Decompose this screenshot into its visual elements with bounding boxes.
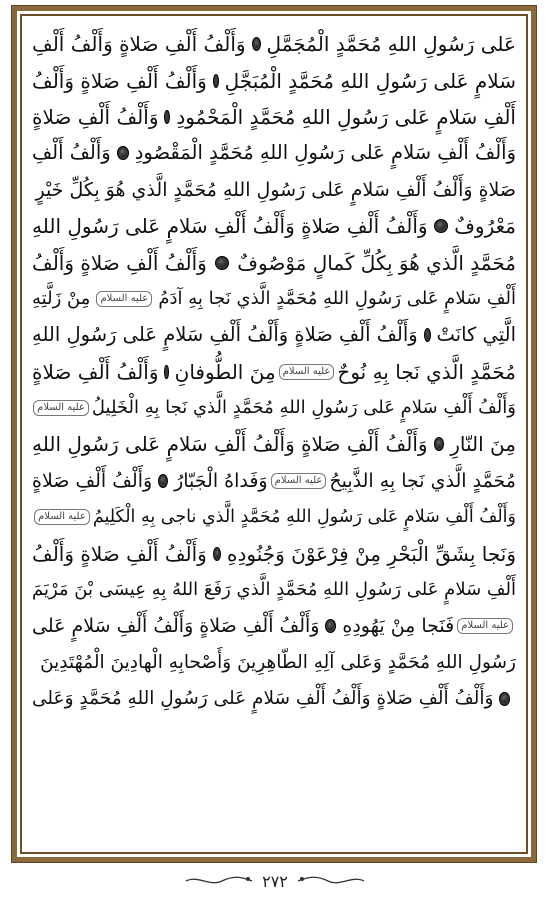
text-line bbox=[32, 572, 516, 608]
verse-separator-icon bbox=[434, 219, 448, 233]
text-segment: وَأَلْفُ أَلْفِ صَلاةٍ وَأَلْفُ أَلْفِ سَلامٍ عَلى رَسُولِ اللهِ bbox=[32, 432, 428, 457]
text-segment: أَلْفِ سَلامٍ عَلى رَسُولِ اللهِ مُحَمَّدٍ الَّذي نَجا بِهِ آدَمُ bbox=[158, 287, 516, 309]
text-segment: وَأَلْفُ أَلْفِ سَلامٍ عَلى رَسُولِ اللهِ مُحَمَّدٍ الَّذي نَجا بِهِ الْخَلِيلُ bbox=[91, 397, 516, 419]
honorific-sign-icon: عليه السلام bbox=[279, 364, 335, 380]
text-line bbox=[32, 390, 516, 426]
text-segment: رَسُولِ اللهِ مُحَمَّدٍ وَعَلى آلِهِ الطّاهِرِينَ وَأَصْحابِهِ الْهادِينَ الْمُهْتَدِينَ bbox=[40, 651, 516, 673]
text-segment: وَأَلْفُ أَلْفِ صَلاةٍ وَأَلْفُ أَلْفِ سَلامٍ عَلى bbox=[32, 615, 320, 638]
honorific-sign-icon: عليه السلام bbox=[33, 400, 89, 416]
honorific-sign-icon: عليه السلام bbox=[96, 291, 152, 307]
left-flourish-icon bbox=[184, 873, 254, 889]
text-line bbox=[32, 317, 516, 353]
text-line bbox=[32, 172, 516, 208]
text-segment: وَأَلْفُ أَلْفِ صَلاةٍ bbox=[32, 469, 153, 492]
text-segment: أَلْفِ سَلامٍ عَلى رَسُولِ اللهِ مُحَمَّدٍ الَّذي رَفَعَ اللهُ بِهِ عِيسَى بْنَ مَرْيَمَ bbox=[32, 579, 516, 601]
text-segment: مِنْ زَلَّتِهِ bbox=[32, 287, 91, 309]
honorific-sign-icon: عليه السلام bbox=[34, 509, 90, 525]
text-line bbox=[32, 681, 516, 717]
verse-separator-icon bbox=[252, 37, 261, 51]
text-segment: فَنَجا مِنْ يَهُودِهِ bbox=[342, 615, 455, 638]
page-number: ٢٧٢ bbox=[262, 871, 288, 891]
page-footer bbox=[0, 868, 550, 894]
text-line bbox=[32, 26, 516, 62]
verse-separator-icon bbox=[213, 74, 219, 88]
text-segment: سَلامٍ عَلى رَسُولِ اللهِ مُحَمَّدٍ الْمُبَجَّلِ bbox=[224, 68, 516, 93]
text-line bbox=[32, 208, 516, 244]
page-border-spacer bbox=[17, 11, 531, 857]
text-segment: وَأَلْفُ أَلْفِ صَلاةٍ وَأَلْفُ أَلْفِ bbox=[32, 32, 246, 57]
text-segment: وَأَلْفُ أَلْفِ صَلاةٍ وَأَلْفُ bbox=[32, 541, 207, 566]
prayer-text-body bbox=[32, 26, 516, 852]
verse-separator-icon bbox=[424, 328, 431, 342]
honorific-sign-icon: عليه السلام bbox=[457, 618, 513, 634]
text-segment: وَأَلْفُ أَلْفِ bbox=[32, 141, 111, 165]
text-line bbox=[32, 426, 516, 462]
text-segment: وَأَلْفُ أَلْفِ صَلاةٍ وَأَلْفُ أَلْفِ سَلامٍ عَلى رَسُولِ اللهِ bbox=[32, 214, 428, 239]
text-line bbox=[32, 244, 516, 280]
verse-separator-icon bbox=[164, 110, 170, 124]
verse-separator-icon bbox=[117, 146, 129, 160]
text-segment: وَأَلْفُ أَلْفِ صَلاةٍ bbox=[32, 104, 159, 129]
text-segment: مِنَ النّارِ bbox=[450, 432, 516, 457]
verse-separator-icon bbox=[434, 437, 445, 451]
right-flourish-icon bbox=[296, 873, 366, 889]
honorific-sign-icon: عليه السلام bbox=[271, 473, 327, 489]
text-segment: مُحَمَّدٍ الَّذي نَجا بِهِ نُوحٌ bbox=[337, 359, 516, 384]
text-segment: مُحَمَّدٍ الَّذي نَجا بِهِ الذَّبِيحُ bbox=[329, 469, 516, 492]
text-segment: وَأَلْفُ أَلْفِ صَلاةٍ bbox=[32, 359, 159, 384]
text-line bbox=[32, 354, 516, 390]
text-segment: مِنَ الطُّوفانِ bbox=[174, 359, 276, 384]
text-line bbox=[32, 135, 516, 171]
text-segment: عَلى رَسُولِ اللهِ مُحَمَّدٍ الْمُجَمَّلِ bbox=[266, 32, 516, 57]
page-border-inner bbox=[20, 14, 528, 854]
text-segment: مُحَمَّدٍ الَّذي هُوَ بِكُلِّ كَمالٍ مَوْصُوفٌ bbox=[237, 250, 516, 275]
text-line bbox=[32, 608, 516, 644]
page-border-outer bbox=[12, 6, 536, 862]
text-segment: وَنَجا بِشَقِّ الْبَحْرِ مِنْ فِرْعَوْنَ وَجُنُودِهِ bbox=[227, 541, 516, 566]
text-line bbox=[32, 99, 516, 135]
verse-separator-icon bbox=[325, 619, 336, 633]
verse-separator-icon bbox=[213, 547, 221, 561]
text-line bbox=[32, 62, 516, 98]
text-segment: وَأَلْفُ أَلْفِ صَلاةٍ وَأَلْفُ أَلْفِ سَلامٍ عَلى رَسُولِ اللهِ bbox=[32, 323, 418, 347]
text-segment: الَّتِي كانَتْ bbox=[436, 323, 516, 347]
verse-separator-icon bbox=[215, 256, 229, 270]
verse-separator-icon bbox=[164, 365, 168, 379]
verse-separator-icon bbox=[158, 474, 168, 488]
text-segment: أَلْفِ سَلامٍ عَلى رَسُولِ اللهِ مُحَمَّدٍ الْمَحْمُودِ bbox=[176, 104, 516, 129]
text-segment: وَفَداهُ الْجَبّارُ bbox=[174, 469, 268, 492]
text-segment: مَعْرُوفٌ bbox=[454, 214, 516, 239]
text-line bbox=[32, 535, 516, 571]
text-line bbox=[32, 281, 516, 317]
text-segment: وَأَلْفُ أَلْفِ سَلامٍ عَلى رَسُولِ اللهِ مُحَمَّدٍ الْمَقْصُودِ bbox=[134, 141, 516, 165]
text-segment: وَأَلْفُ أَلْفِ صَلاةٍ وَأَلْفُ bbox=[32, 250, 207, 275]
text-segment: صَلاةٍ وَأَلْفُ أَلْفِ سَلامٍ عَلى رَسُولِ اللهِ مُحَمَّدٍ الَّذي هُوَ بِكُلِّ خَيْرٍ bbox=[35, 178, 516, 201]
text-segment: وَأَلْفُ أَلْفِ سَلامٍ عَلى رَسُولِ اللهِ مُحَمَّدٍ الَّذي ناجى بِهِ الْكَلِيمُ bbox=[92, 507, 516, 528]
text-line bbox=[32, 499, 516, 535]
text-line bbox=[32, 463, 516, 499]
text-segment: وَأَلْفُ أَلْفِ صَلاةٍ وَأَلْفُ أَلْفِ سَلامٍ عَلى رَسُولِ اللهِ مُحَمَّدٍ وَعَلى bbox=[32, 688, 494, 710]
verse-separator-icon bbox=[499, 692, 510, 706]
text-line bbox=[32, 645, 516, 681]
text-segment: وَأَلْفُ أَلْفِ صَلاةٍ وَأَلْفُ bbox=[32, 68, 207, 93]
